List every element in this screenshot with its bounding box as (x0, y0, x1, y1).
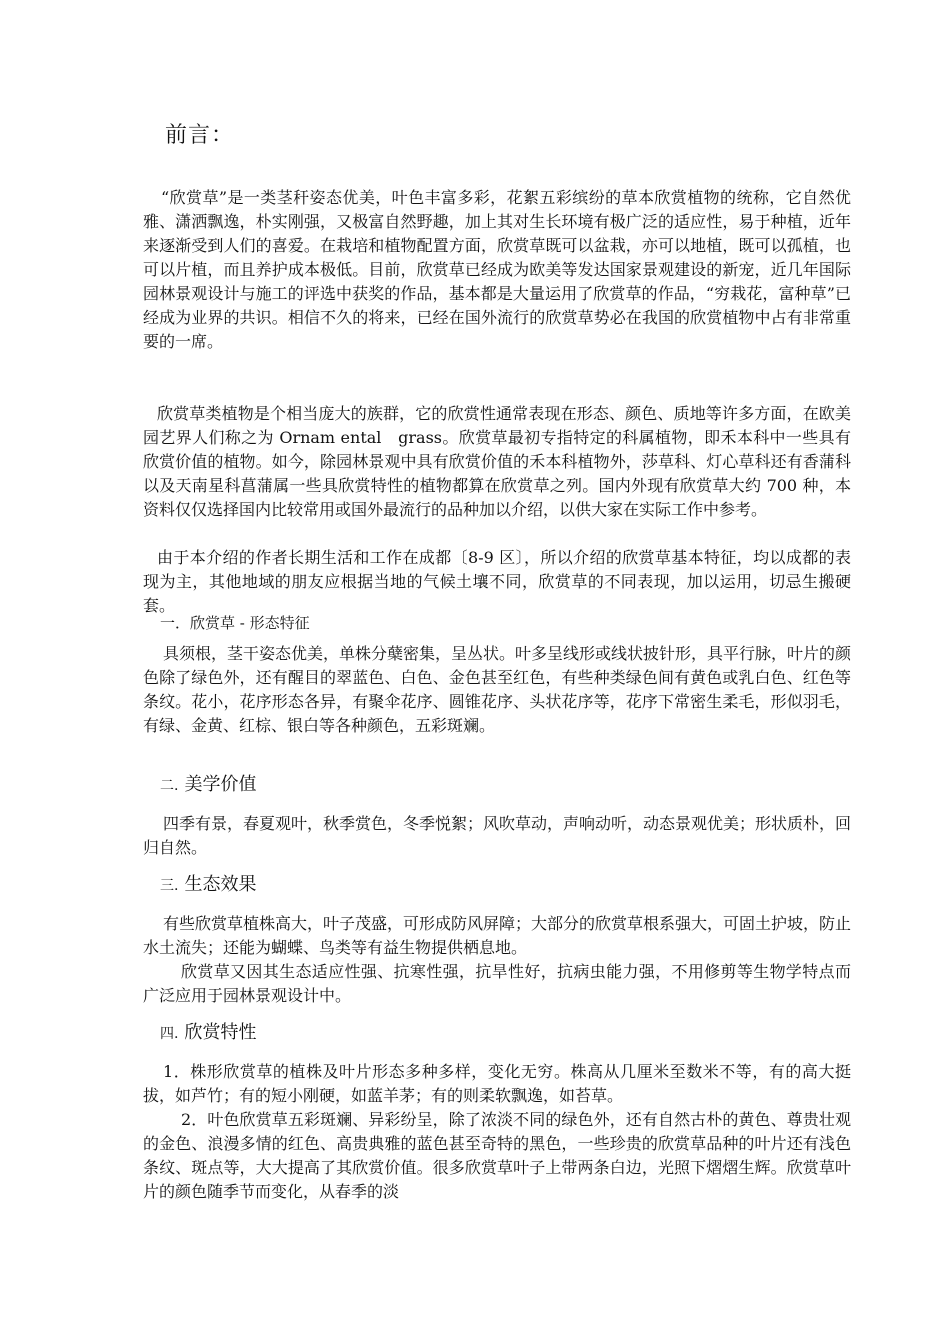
section-2-title: 美学价值 (184, 774, 257, 795)
section-4-item-2: 2．叶色欣赏草五彩斑斓、异彩纷呈，除了浓淡不同的绿色外，还有自然古朴的黄色、尊贵壮观的金色、浪漫多情的红色、高贵典雅的蓝色甚至奇特的黑色，一些珍贵的欣赏草品种的叶片还有浅色条纹、斑点等，大大提高了其欣赏价值。很多欣赏草叶子上带两条白边，光照下熠熠生辉。欣赏草叶片的颜色随季节而变化，从春季的淡 (143, 1110, 851, 1201)
section-4-heading (160, 1021, 256, 1046)
page-title: 前言： (165, 123, 235, 148)
section-4-title: 欣赏特性 (184, 1022, 257, 1043)
section-4-item-1: 1．株形欣赏草的植株及叶片形态多种多样，变化无穷。株高从几厘米至数米不等，有的高大挺拔，如芦竹；有的短小刚硬，如蓝羊茅；有的则柔软飘逸，如苔草。 (143, 1062, 851, 1105)
section-4-number: 四. (160, 1026, 179, 1042)
intro-paragraph-2: 欣赏草类植物是个相当庞大的族群，它的欣赏性通常表现在形态、颜色、质地等许多方面，在欧美园艺界人们称之为 Ornam ental grass。欣赏草最初专指特定的科属植物，即禾本科中一些具有欣赏价值的植物。如今，除园林景观中具有欣赏价值的禾本科植物外，莎草科、灯心草科还有香蒲科以及天南星科菖蒲属一些具欣赏特性的植物都算在欣赏草之列。国内外现有欣赏草大约 700 种，本资料仅仅选择国内比较常用或国外最流行的品种加以介绍，以供大家在实际工作中参考。 (143, 404, 851, 519)
section-2-number: 二. (160, 778, 179, 794)
section-3-body-1: 有些欣赏草植株高大，叶子茂盛，可形成防风屏障；大部分的欣赏草根系强大，可固土护坡，防止水土流失；还能为蝴蝶、鸟类等有益生物提供栖息地。 (143, 914, 852, 957)
intro-paragraph-1: “欣赏草”是一类茎秆姿态优美，叶色丰富多彩，花絮五彩缤纷的草本欣赏植物的统称，它自然优雅、潇洒飘逸，朴实刚强，又极富自然野趣，加上其对生长环境有极广泛的适应性，易于种植，近年来逐渐受到人们的喜爱。在栽培和植物配置方面，欣赏草既可以盆栽，亦可以地植，既可以孤植，也可以片植，而且养护成本极低。目前，欣赏草已经成为欧美等发达国家景观建设的新宠，近几年国际园林景观设计与施工的评选中获奖的作品，基本都是大量运用了欣赏草的作品，“穷栽花，富种草”已经成为业界的共识。相信不久的将来，已经在国外流行的欣赏草势必在我国的欣赏植物中占有非常重要的一席。 (143, 188, 851, 351)
section-1-body: 具须根，茎干姿态优美，单株分蘖密集，呈丛状。叶多呈线形或线状披针形，具平行脉，叶片的颜色除了绿色外，还有醒目的翠蓝色、白色、金色甚至红色，有些种类绿色间有黄色或乳白色、红色等条纹。花小，花序形态各异，有聚伞花序、圆锥花序、头状花序等，花序下常密生柔毛，形似羽毛，有绿、金黄、红棕、银白等各种颜色，五彩斑斓。 (143, 644, 852, 735)
section-1-heading: 一．欣赏草 - 形态特征 (160, 614, 310, 632)
section-2-heading (160, 773, 256, 798)
section-3-number: 三. (160, 878, 179, 894)
section-3-body-2: 欣赏草又因其生态适应性强、抗寒性强，抗旱性好，抗病虫能力强，不用修剪等生物学特点而广泛应用于园林景观设计中。 (143, 962, 851, 1005)
section-2-body: 四季有景，春夏观叶，秋季赏色，冬季悦絮；风吹草动，声响动听，动态景观优美；形状质朴，回归自然。 (143, 814, 852, 857)
section-3-heading (160, 873, 256, 898)
section-3-title: 生态效果 (184, 874, 257, 895)
intro-paragraph-3: 由于本介绍的作者长期生活和工作在成都〔8-9 区〕，所以介绍的欣赏草基本特征，均以成都的表现为主，其他地域的朋友应根据当地的气候土壤不同，欣赏草的不同表现，加以运用，切忌生搬硬套。 (143, 548, 851, 615)
